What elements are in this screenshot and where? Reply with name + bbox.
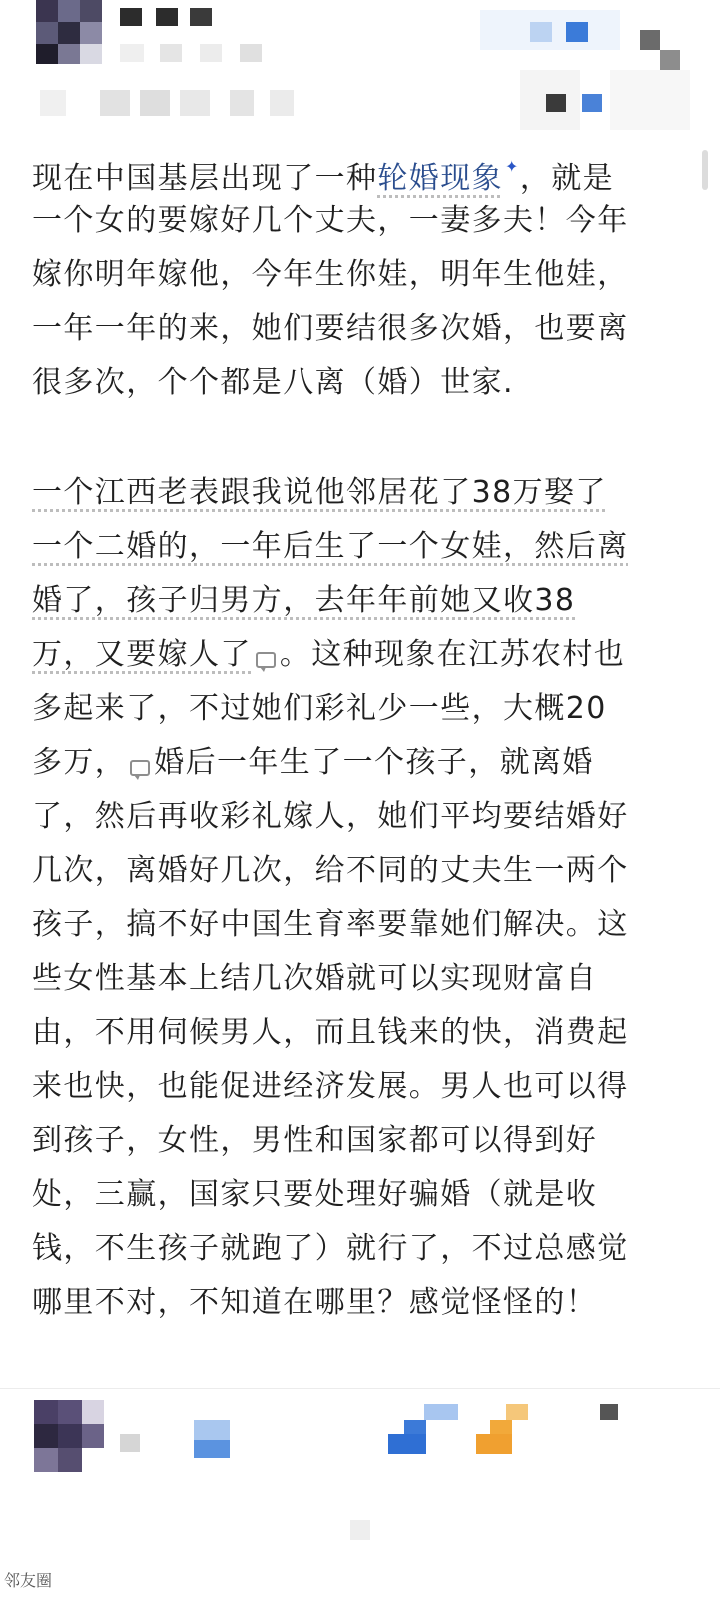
header-meta-mosaic <box>40 90 310 130</box>
text-line <box>32 466 692 520</box>
line-text: 。这种现象在江苏农村也 <box>279 637 626 672</box>
text-line <box>32 140 692 194</box>
line-text: 婚后一年生了一个孩子，就离婚 <box>154 745 594 780</box>
text-line: 孩子，搞不好中国生育率要靠她们解决。这 <box>32 907 629 942</box>
text-line: 几次，离婚好几次，给不同的丈夫生一两个 <box>32 853 629 888</box>
line-text: ，就是 <box>519 161 615 196</box>
footer-avatar-mosaic <box>30 1400 110 1480</box>
text-line: 多起来了，不过她们彩礼少一些，大概20 <box>32 691 607 726</box>
scrollbar[interactable] <box>702 150 708 190</box>
line-text: 一个二婚的，一年后生了一个女娃，然后离 <box>32 529 629 564</box>
line-text: 婚了，孩子归男方，去年年前她又收38 <box>32 583 576 618</box>
topic-link[interactable]: 轮婚现象 <box>377 161 504 196</box>
text-line <box>32 628 692 682</box>
text-line: 一年一年的来，她们要结很多次婚，也要离 <box>32 311 629 346</box>
text-line: 到孩子，女性，男性和国家都可以得到好 <box>32 1123 598 1158</box>
header-action-mosaic[interactable] <box>480 10 710 140</box>
comment-bubble-icon[interactable] <box>130 760 150 776</box>
text-line: 来也快，也能促进经济发展。男人也可以得 <box>32 1069 629 1104</box>
text-line: 由，不用伺候男人，而且钱来的快，消费起 <box>32 1015 629 1050</box>
header-avatar-mosaic <box>30 0 110 70</box>
text-line: 一个女的要嫁好几个丈夫，一妻多夫！今年 <box>32 203 629 238</box>
text-line: 钱，不生孩子就跑了）就行了，不过总感觉 <box>32 1231 629 1266</box>
divider <box>0 1388 720 1389</box>
sparkle-icon: ✦ <box>505 157 520 176</box>
watermark: 邻友圈 <box>4 1571 53 1590</box>
text-line: 些女性基本上结几次婚就可以实现财富自 <box>32 961 598 996</box>
text-line: 嫁你明年嫁他，今年生你娃，明年生他娃， <box>32 257 629 292</box>
line-text: 现在中国基层出现了一种 <box>32 161 378 196</box>
text-line <box>32 520 692 574</box>
line-text: 万，又要嫁人了 <box>32 637 252 672</box>
footer-action-mosaic[interactable] <box>380 1400 630 1460</box>
footer-name-mosaic <box>120 1420 250 1460</box>
footer-meta-mosaic <box>350 1520 380 1550</box>
text-line: 处，三赢，国家只要处理好骗婚（就是收 <box>32 1177 598 1212</box>
text-line <box>32 736 692 790</box>
line-text: 多万， <box>32 745 127 780</box>
header-name-mosaic <box>120 0 320 80</box>
paragraph-1 <box>32 140 692 410</box>
comment-bubble-icon[interactable] <box>256 652 276 668</box>
text-line: 了，然后再收彩礼嫁人，她们平均要结婚好 <box>32 799 629 834</box>
line-text: 一个江西老表跟我说他邻居花了38万娶了 <box>32 475 607 510</box>
text-line: 哪里不对，不知道在哪里？感觉怪怪的！ <box>32 1285 598 1320</box>
paragraph-2 <box>32 466 692 1330</box>
text-line <box>32 574 692 628</box>
text-line: 很多次，个个都是八离（婚）世家. <box>32 365 514 400</box>
